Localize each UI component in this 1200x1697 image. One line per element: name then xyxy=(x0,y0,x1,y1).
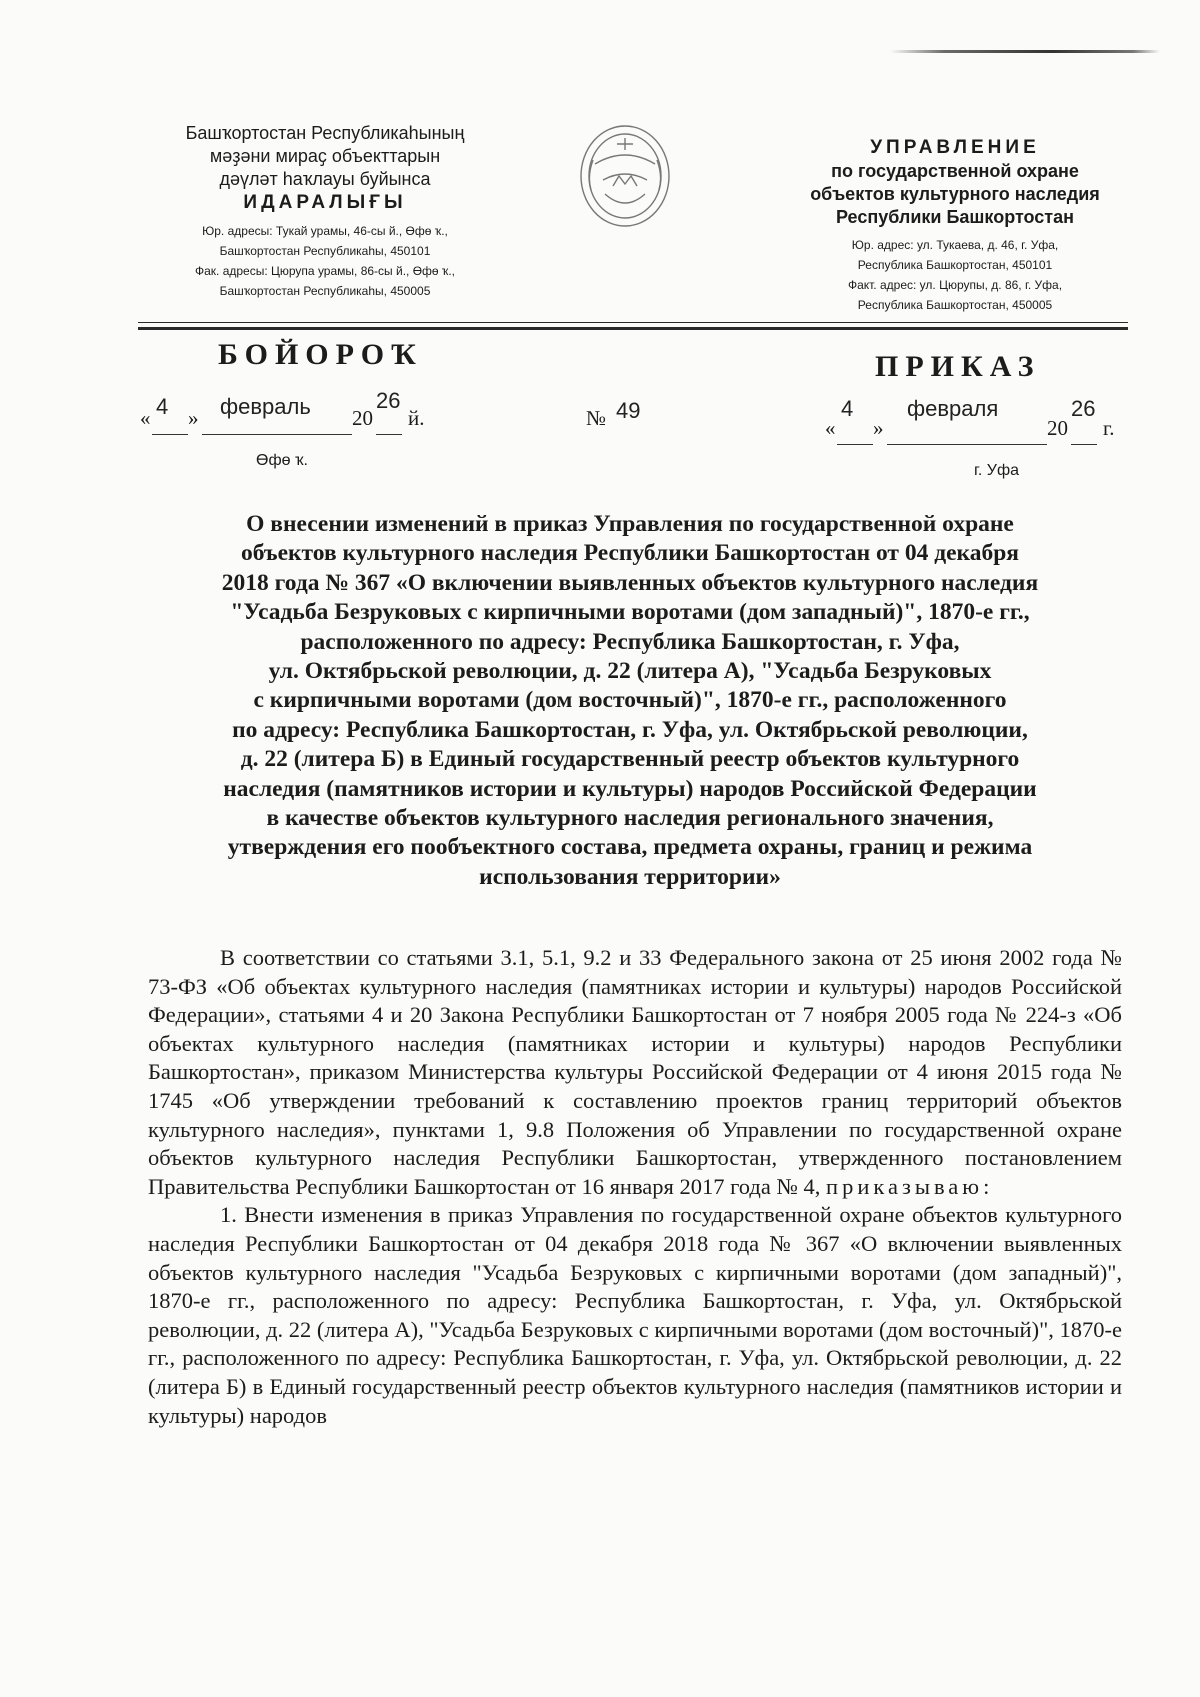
year-handwritten: 26 xyxy=(376,388,401,413)
paragraph-preamble xyxy=(148,944,1122,1201)
org-name-line-4: Республики Башкортостан xyxy=(836,207,1074,227)
address-line: Юр. адрес: ул. Тукаева, д. 46, г. Уфа, xyxy=(851,238,1059,252)
title-line: расположенного по адресу: Республика Башкортостан, г. Уфа, xyxy=(300,628,960,655)
address-line: Башҡортостан Республикаһы, 450101 xyxy=(219,244,431,258)
title-line: ул. Октябрьской революции, д. 22 (литера А), "Усадьба Безруковых xyxy=(268,658,992,685)
preamble-text: В соответствии со статьями 3.1, 5.1, 9.2 и 33 Федерального закона от 25 июня 2002 года № 73-ФЗ «Об объектах культурного наследия (памятниках истории и культуры) народов Российской Федерации», статьями 4 и 20 Закона Республики Башкортостан от 7 ноября 2005 года № 224-з «Об объектах культурного наследия (памятниках истории и культуры) народов Республики Башкортостан», приказом Министерства культуры Российской Федерации от 4 июня 2015 года № 1745 «Об утверждении требований к составлению проектов границ территорий объектов культурного наследия», пунктами 1, 9.8 Положения об Управлении по государственной охране объектов культурного наследия Республики Башкортостан, утвержденного постановлением Правительства Республики Башкортостан от 16 января 2017 года № 4, xyxy=(148,945,1122,1199)
title-line: О внесении изменений в приказ Управления по государственной охране xyxy=(246,511,1014,537)
year-suffix: г. xyxy=(1103,416,1115,440)
order-number: 49 xyxy=(616,398,641,423)
address-line: Фак. адресы: Цюрупа урамы, 86-сы й., Өфө ҡ., xyxy=(194,264,456,278)
date-russian xyxy=(825,396,1125,444)
address-line: Республика Башкортостан, 450005 xyxy=(857,298,1053,312)
org-name-line-3: дәүләт һаҡлауы буйынса xyxy=(219,169,431,189)
address-line: Республика Башкортостан, 450101 xyxy=(857,258,1053,272)
quote-open: « xyxy=(825,416,836,440)
header-bashkir xyxy=(150,122,500,301)
header-russian xyxy=(780,136,1130,315)
title-line: "Усадьба Безруковых с кирпичными воротами (дом западный)", 1870-е гг., xyxy=(230,599,1030,626)
year-suffix: й. xyxy=(408,406,425,430)
quote-close: » xyxy=(873,416,884,440)
date-bashkir xyxy=(140,388,450,434)
title-line: использования территории» xyxy=(479,863,781,890)
org-name-line-2: мәҙәни мираҫ объекттарын xyxy=(209,146,441,166)
header-divider-thin xyxy=(138,322,1128,323)
title-line: по адресу: Республика Башкортостан, г. Уфа, ул. Октябрьской революции, xyxy=(232,716,1028,743)
order-keyword: приказываю: xyxy=(826,1173,994,1199)
title-line: д. 22 (литера Б) в Единый государственный реестр объектов культурного xyxy=(240,746,1020,773)
org-name-line-2: по государственной охране xyxy=(831,161,1079,181)
org-address xyxy=(780,235,1130,315)
address-line: Юр. адресы: Тукай урамы, 46-сы й., Өфө ҡ., xyxy=(202,224,448,238)
title-line: в качестве объектов культурного наследия регионального значения, xyxy=(266,805,994,832)
scan-artifact xyxy=(890,50,1160,53)
quote-open: « xyxy=(140,406,151,430)
title-line: утверждения его пообъектного состава, предмета охраны, границ и режима xyxy=(227,834,1033,861)
org-name-line-3: объектов культурного наследия xyxy=(810,184,1100,204)
org-name-line-1: Башҡортостан Республикаһының xyxy=(185,123,465,143)
place-russian: г. Уфа xyxy=(974,462,1019,479)
title-line: с кирпичными воротами (дом восточный)", 1870-е гг., расположенного xyxy=(253,687,1007,714)
paragraph-item-1: 1. Внести изменения в приказ Управления по государственной охране объектов культурного наследия Республики Башкортостан от 04 декабря 2018 года № 367 «О включении выявленных объектов культурного наследия "Усадьба Безруковых с кирпичными воротами (дом западный)", 1870-е гг., расположенного по адресу: Республика Башкортостан, г. Уфа, ул. Октябрьской революции, д. 22 (литера А), "Усадьба Безруковых с кирпичными воротами (дом восточный)", 1870-е гг., расположенного по адресу: Республика Башкортостан, г. Уфа, ул. Октябрьской революции, д. 22 (литера Б) в Единый государственный реестр объектов культурного наследия (памятников истории и культуры) народов xyxy=(148,1202,1122,1428)
coat-of-arms-icon xyxy=(575,120,675,230)
address-line: Факт. адрес: ул. Цюрупы, д. 86, г. Уфа, xyxy=(847,278,1063,292)
org-name-line-1: УПРАВЛЕНИЕ xyxy=(870,137,1040,158)
document-body xyxy=(148,944,1122,1430)
year-prefix: 20 xyxy=(1047,416,1068,440)
doc-type-bashkir: БОЙОРОҠ xyxy=(218,338,423,371)
month-handwritten: февраль xyxy=(220,394,311,419)
quote-close: » xyxy=(188,406,199,430)
year-handwritten: 26 xyxy=(1071,396,1096,421)
day-handwritten: 4 xyxy=(156,394,169,419)
number-sign: № xyxy=(586,406,607,430)
title-line: наследия (памятников истории и культуры) народов Российской Федерации xyxy=(223,775,1037,802)
title-line: 2018 года № 367 «О включении выявленных объектов культурного наследия xyxy=(221,569,1039,596)
title-line: объектов культурного наследия Республики Башкортостан от 04 декабря xyxy=(240,540,1020,567)
org-address xyxy=(150,221,500,301)
document-title xyxy=(150,510,1110,892)
address-line: Башҡортостан Республикаһы, 450005 xyxy=(219,284,431,298)
org-name-line-4: ИДАРАЛЫҒЫ xyxy=(243,192,407,213)
place-bashkir: Өфө ҡ. xyxy=(256,452,308,469)
day-handwritten: 4 xyxy=(841,396,854,421)
month-handwritten: февраля xyxy=(907,396,999,421)
doc-type-russian: ПРИКАЗ xyxy=(875,350,1041,383)
header-divider-thick xyxy=(138,327,1128,330)
year-prefix: 20 xyxy=(352,406,373,430)
